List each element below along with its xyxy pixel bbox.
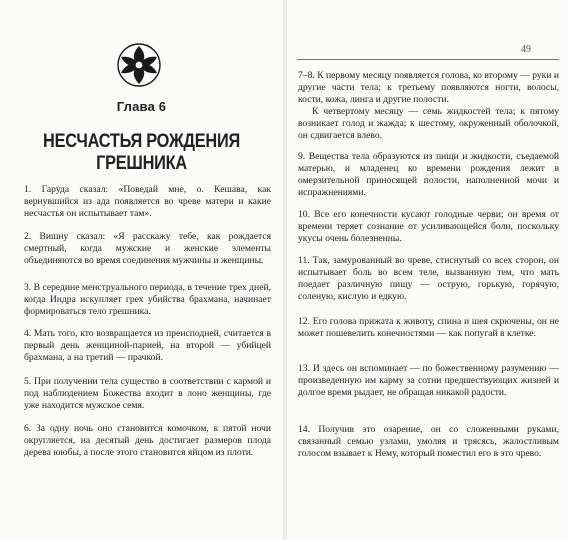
verse-paragraph: 11. Так, замурованный во чреве, стиснутый со всех сторон, он испытывает боль во всем теле, вызванную тем, что мать поедает различную пищу — острую, горькую, горячую, соленую, кислую и едкую. — [298, 255, 559, 303]
lotus-emblem-icon — [116, 42, 162, 88]
verse-paragraph: 6. За одну ночь оно становится комочком, к пятой ночи округляется, на десятый день достигает размеров плода дерева ююбы, а после этого становится яйцом из плоти. — [24, 423, 271, 459]
verse-paragraph: 10. Все его конечности кусают голодные черви; он время от времени теряет сознание от усиливающейся боли, поскольку укусы очень болезненны. — [298, 209, 559, 245]
verse-paragraph: К четвертому месяцу — семь жидкостей тела; к пятому возникает голод и жажда; к шестому, окруженный оболочкой, он сдвигается влево. — [298, 106, 559, 142]
verse-paragraph: 3. В середине менструального периода, в течение трех дней, когда Индра искупляет грех убийства брахмана, начинает формироваться тело грешника. — [24, 282, 271, 318]
chapter-label: Глава 6 — [116, 99, 167, 114]
book-gutter — [283, 0, 287, 540]
verse-paragraph: 5. При получении тела существо в соответствии с кармой и под наблюдением Божества входит в лоно женщины, где уже находится мужское семя. — [24, 376, 271, 412]
verse-paragraph: 7–8. К первому месяцу появляется голова, ко второму — руки и другие части тела; к третьему появляются ногти, волосы, кости, кожа, линга и другие полости. — [298, 70, 559, 106]
verse-paragraph: 13. И здесь он вспоминает — по божественному разумению — произведенную им карму за сотни предшествующих жизней и долгое время рыдает, не обращая никакой радости. — [298, 363, 559, 399]
verse-paragraph: 1. Гаруда сказал: «Поведай мне, о. Кешава, как вернувшийся из ада появляется во чреве матери и какие несчастья он испытывает там». — [24, 184, 271, 220]
verse-paragraph: 4. Мать того, кто возвращается из преисподней, считается в первый день женщиной-парией, на второй — убийцей брахмана, а на третий — прачкой. — [24, 328, 271, 364]
verse-paragraph: 2. Вишну сказал: «Я расскажу тебе, как рождается смертный, когда мужские и женские элементы объединяются во время соединения мужчины и женщины. — [24, 231, 271, 267]
verse-paragraph: 9. Вещества тела образуются из пищи и жидкости, съедаемой матерью, и младенец ко времени рождения лежит в омерзительной приносящей полости, наполненной мочи и испражнениями. — [298, 151, 559, 199]
verse-paragraph: 14. Получив это озарение, он со сложенными руками, связанный семью узлами, умоляя и трясясь, жалостливым голосом взывает к Нему, который поместил его в это чрево. — [298, 424, 559, 460]
page-number: 49 — [521, 44, 531, 55]
chapter-title: НЕСЧАСТЬЯ РОЖДЕНИЯ ГРЕШНИКА — [43, 131, 240, 174]
verse-paragraph: 12. Его голова прижата к животу, спина и шея скрючены, он не может пошевелить конечностями — как попугай в клетке. — [298, 316, 559, 340]
header-rule — [297, 59, 559, 60]
